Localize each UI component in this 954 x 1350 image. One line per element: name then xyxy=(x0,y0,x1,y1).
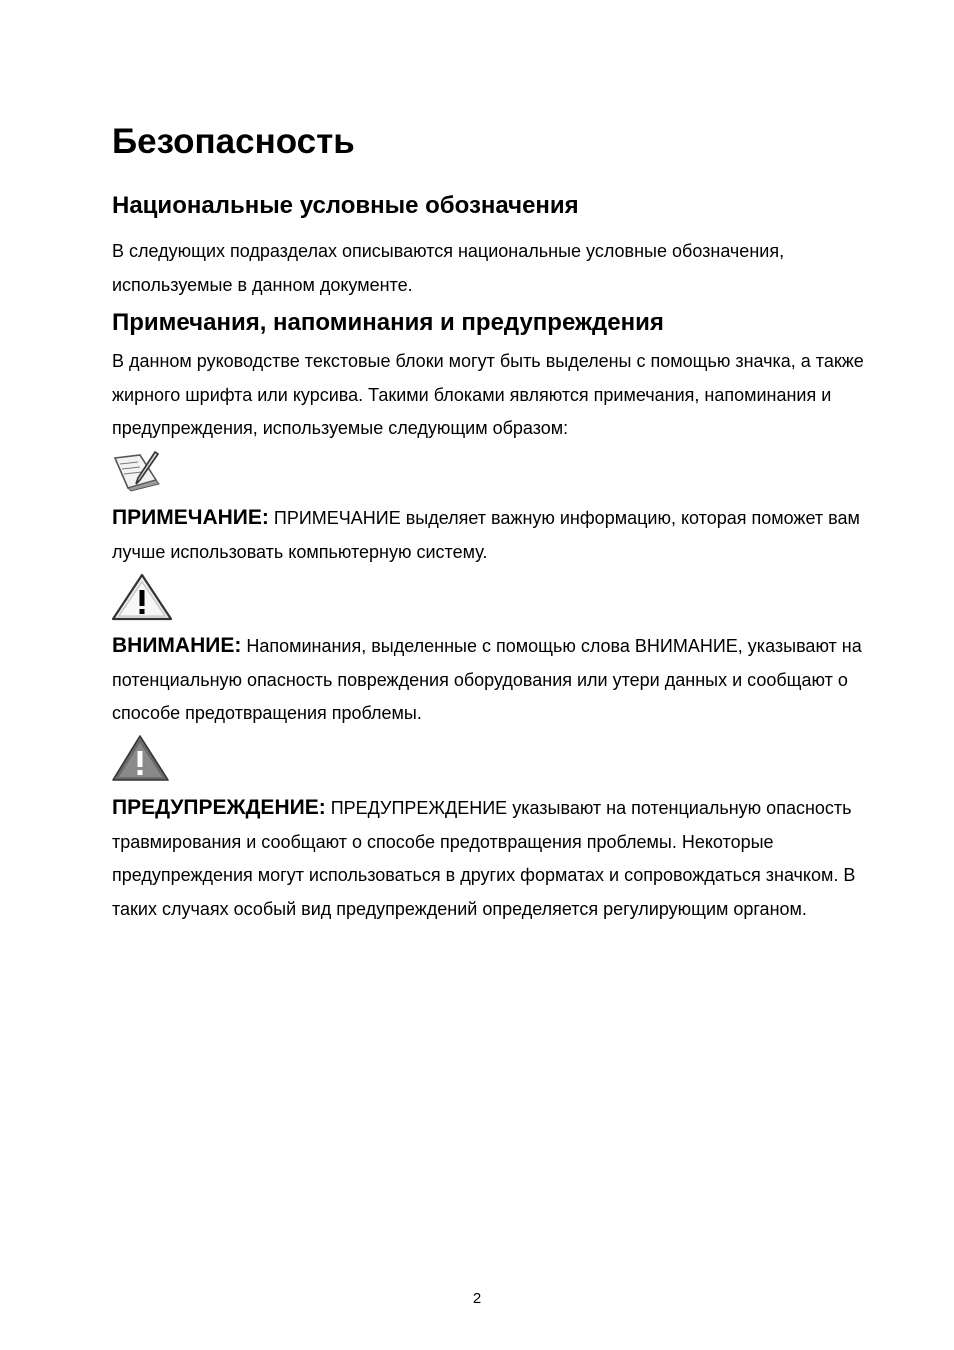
section-text-conventions: В следующих подразделах описываются национальные условные обозначения, используемые в данном документе. xyxy=(112,241,785,295)
warning-label: ПРЕДУПРЕЖДЕНИЕ: xyxy=(112,796,326,819)
warning-paragraph xyxy=(112,791,872,926)
note-pencil-icon xyxy=(112,450,162,492)
caution-paragraph xyxy=(112,629,872,731)
caution-text: Напоминания, выделенные с помощью слова ВНИМАНИЕ, указывают на потенциальную опасность повреждения оборудования или утери данных и сообщают о способе предотвращения проблемы. xyxy=(112,636,862,723)
note-paragraph xyxy=(112,501,872,569)
warning-text: ПРЕДУПРЕЖДЕНИЕ указывают на потенциальную опасность травмирования и сообщают о способе предотвращения проблемы. Некоторые предупреждения могут использоваться в других форматах и сопровождаться значком. В таких случаях особый вид предупреждений определяется регулирующим органом. xyxy=(112,798,856,919)
warning-triangle-icon xyxy=(112,734,170,782)
page-title: Безопасность xyxy=(112,122,355,161)
section-heading-notes: Примечания, напоминания и предупреждения xyxy=(112,309,664,336)
note-label: ПРИМЕЧАНИЕ: xyxy=(112,506,269,529)
caution-label: ВНИМАНИЕ: xyxy=(112,634,242,657)
section-text-notes: В данном руководстве текстовые блоки могут быть выделены с помощью значка, а также жирного шрифта или курсива. Такими блоками являются примечания, напоминания и предупреждения, используемые следующим образом: xyxy=(112,351,864,438)
page-number: 2 xyxy=(472,1290,482,1307)
caution-triangle-icon xyxy=(112,572,174,622)
note-text: ПРИМЕЧАНИЕ выделяет важную информацию, которая поможет вам лучше использовать компьютерную систему. xyxy=(112,508,860,562)
section-heading-conventions: Национальные условные обозначения xyxy=(112,192,579,219)
